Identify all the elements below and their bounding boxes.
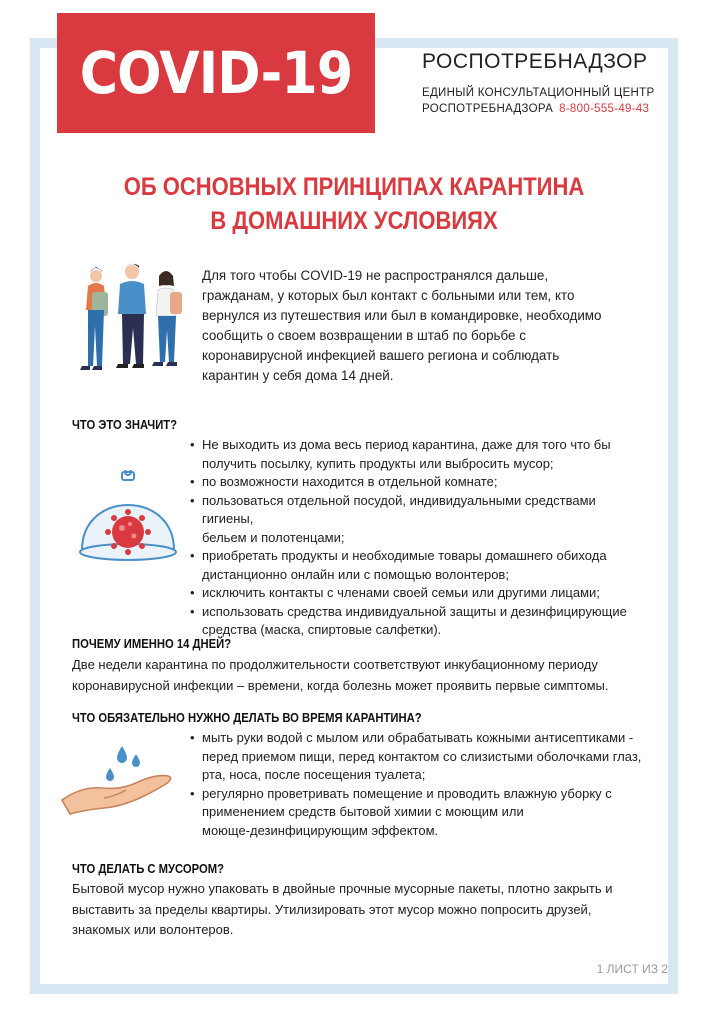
page-number: 1 ЛИСТ ИЗ 2	[596, 962, 668, 976]
list-item: • регулярно проветривать помещение и проводить влажную уборку с применением средств бытовой химии с моющим или моюще-дезинфицирующим эффектом.	[190, 785, 650, 841]
page-title-line1: ОБ ОСНОВНЫХ ПРИНЦИПАХ КАРАНТИНА	[123, 173, 585, 201]
list-item: • Не выходить из дома весь период карантина, даже для того что бы получить посылку, купить продукты или выбросить мусор;	[190, 436, 650, 473]
travelers-illustration	[62, 262, 190, 380]
list-item: • по возможности находится в отдельной комнате;	[190, 473, 650, 492]
covid-banner	[57, 13, 375, 133]
hand-water-illustration	[60, 738, 180, 828]
banner-title: COVID-19	[79, 39, 353, 107]
list-item: • пользоваться отдельной посудой, индивидуальными средствами гигиены, бельем и полотенцами;	[190, 492, 650, 548]
section4-text: Бытовой мусор нужно упаковать в двойные прочные мусорные пакеты, плотно закрыть и выставить за пределы квартиры. Утилизировать этот мусор можно попросить друзей, знакомых или волонтеров.	[72, 881, 613, 937]
org-name: РОСПОТРЕБНАДЗОР	[422, 50, 648, 73]
section1-bullet-list	[190, 436, 650, 640]
virus-dome-illustration	[74, 470, 182, 580]
section-heading-what-to-do: ЧТО ОБЯЗАТЕЛЬНО НУЖНО ДЕЛАТЬ ВО ВРЕМЯ КАРАНТИНА?	[72, 711, 422, 725]
section-heading-why-14-days: ПОЧЕМУ ИМЕННО 14 ДНЕЙ?	[72, 637, 232, 651]
page-title-line2: В ДОМАШНИХ УСЛОВИЯХ	[210, 207, 498, 235]
list-item: • использовать средства индивидуальной защиты и дезинфицирующие средства (маска, спиртовые салфетки).	[190, 603, 650, 640]
section2-text: Две недели карантина по продолжительности соответствуют инкубационному периоду коронавирусной инфекции – времени, когда болезнь может проявить первые симптомы.	[72, 657, 609, 693]
list-item: • исключить контакты с членами своей семьи или другими лицами;	[190, 584, 650, 603]
list-item: • мыть руки водой с мылом или обрабатывать кожными антисептиками - перед приемом пищи, перед контактом со слизистыми оболочками глаз, рта, носа, после посещения туалета;	[190, 729, 650, 785]
center-name-line1: ЕДИНЫЙ КОНСУЛЬТАЦИОННЫЙ ЦЕНТР	[422, 87, 655, 99]
hotline-phone: 8-800-555-49-43	[559, 103, 650, 115]
section-heading-garbage: ЧТО ДЕЛАТЬ С МУСОРОМ?	[72, 862, 225, 876]
intro-text: Для того чтобы COVID-19 не распространялся дальше, гражданам, у которых был контакт с больными или тем, кто вернулся из путешествия или был в командировке, необходимо сообщить о своем возвращении в штаб по борьбе с коронавирусной инфекцией вашего региона и соблюдать карантин у себя дома 14 дней.	[202, 268, 602, 383]
list-item: • приобретать продукты и необходимые товары домашнего обихода дистанционно онлайн или с помощью волонтеров;	[190, 547, 650, 584]
center-name-line2: РОСПОТРЕБНАДЗОРА 8-800-555-49-43	[422, 103, 650, 115]
section-heading-what-it-means: ЧТО ЭТО ЗНАЧИТ?	[72, 418, 178, 432]
section3-bullet-list	[190, 729, 650, 840]
